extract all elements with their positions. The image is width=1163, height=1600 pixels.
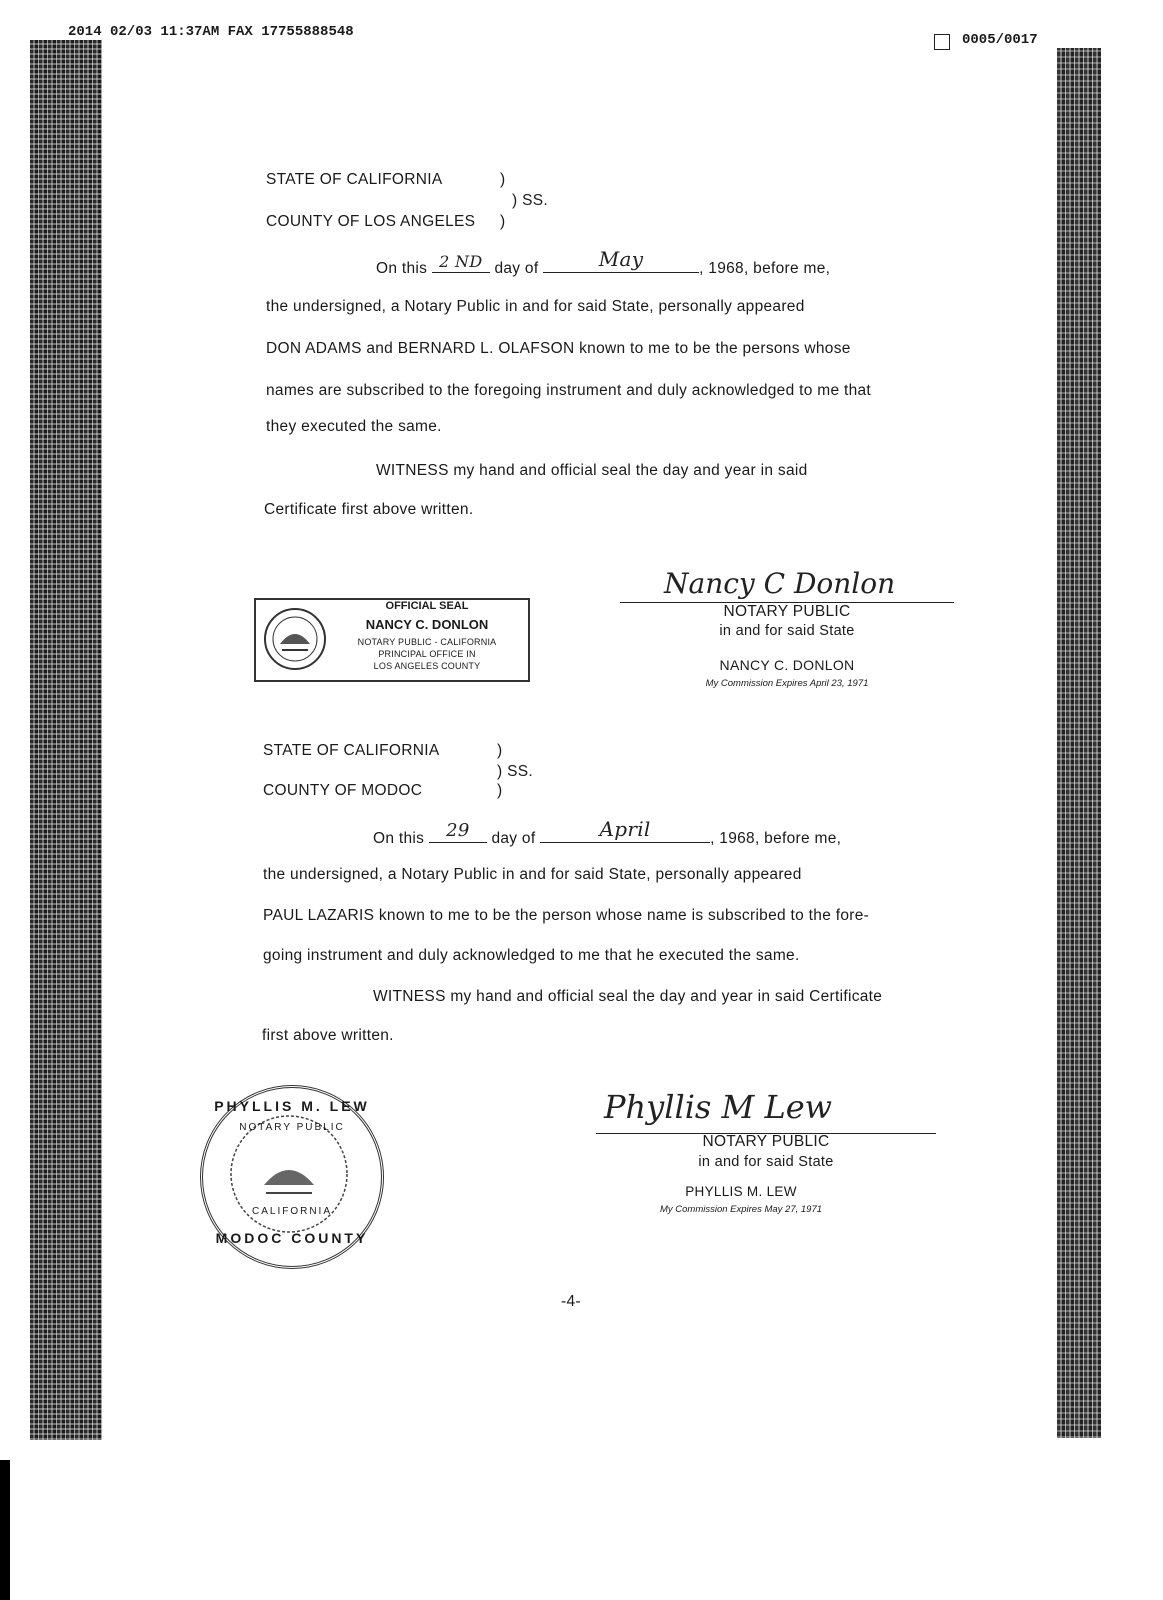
ack2-notary-label: NOTARY PUBLIC [702, 1133, 830, 1150]
ack1-on-this: On this [376, 260, 428, 277]
stamp-bottom-text: MODOC COUNTY [215, 1230, 369, 1246]
fax-header-left: 2014 02/03 11:37AM FAX 17755888548 [68, 24, 354, 40]
ack1-year: , 1968, before me, [699, 260, 831, 277]
ack1-month-value: May [598, 247, 644, 271]
ack2-in-for: in and for said State [698, 1154, 834, 1170]
seal-line-3: LOS ANGELES COUNTY [373, 661, 481, 671]
ack1-line-4: names are subscribed to the foregoing instrument and duly acknowledged to me that [266, 382, 872, 399]
ack1-printed-name: NANCY C. DONLON [719, 657, 855, 673]
ack1-paren-bottom: ) [500, 213, 506, 230]
ack1-line-5: they executed the same. [266, 418, 442, 435]
seal-emblem-icon [262, 606, 328, 672]
ack1-day-field [432, 254, 490, 273]
ack1-in-for: in and for said State [719, 623, 855, 639]
ack2-line-3: PAUL LAZARIS known to me to be the person whose name is subscribed to the fore- [263, 907, 870, 924]
seal-line-1: NOTARY PUBLIC - CALIFORNIA [357, 637, 497, 647]
stamp-top-text: PHYLLIS M. LEW [214, 1098, 370, 1114]
ack2-witness-2: first above written. [262, 1027, 394, 1044]
seal-name: NANCY C. DONLON [365, 617, 489, 632]
fax-checkbox-icon [934, 34, 950, 50]
ack2-printed-name: PHYLLIS M. LEW [685, 1184, 797, 1199]
ack2-day-field [429, 820, 487, 843]
ack2-line-2: the undersigned, a Notary Public in and for said State, personally appeared [263, 866, 802, 883]
ack1-day-value: 2 ND [439, 252, 483, 271]
scan-edge-right [1057, 48, 1101, 1438]
ack2-month-field [540, 817, 710, 843]
ack2-state: STATE OF CALIFORNIA [263, 742, 440, 759]
page-number: -4- [561, 1293, 581, 1310]
ack1-ss: ) SS. [512, 192, 548, 209]
stamp-state-text: CALIFORNIA [251, 1206, 332, 1217]
ack2-on-this: On this [373, 830, 425, 847]
ack2-line-4: going instrument and duly acknowledged to me that he executed the same. [263, 947, 800, 964]
ack1-line-3: DON ADAMS and BERNARD L. OLAFSON known to me to be the persons whose [266, 340, 851, 357]
ack2-ss: ) SS. [497, 763, 533, 780]
ack2-year: , 1968, before me, [710, 830, 842, 847]
fax-page-counter: 0005/0017 [962, 32, 1038, 48]
ack1-date-line [376, 247, 831, 278]
ack2-day-of: day of [491, 830, 536, 847]
ack2-witness-1: WITNESS my hand and official seal the day and year in said Certificate [373, 988, 883, 1005]
ack1-signature: Nancy C Donlon [664, 567, 896, 600]
ack2-day-value: 29 [446, 820, 470, 841]
scan-black-bar [0, 1460, 10, 1600]
ack1-county: COUNTY OF LOS ANGELES [266, 213, 476, 230]
ack1-day-of: day of [494, 260, 539, 277]
ack1-line-2: the undersigned, a Notary Public in and for said State, personally appeared [266, 298, 805, 315]
seal-line-2: PRINCIPAL OFFICE IN [378, 649, 476, 659]
ack2-notary-stamp [200, 1085, 384, 1269]
ack1-state: STATE OF CALIFORNIA [266, 171, 443, 188]
ack2-date-line [373, 817, 842, 848]
stamp-inner-text: NOTARY PUBLIC [239, 1122, 345, 1133]
ack1-witness-1: WITNESS my hand and official seal the day and year in said [376, 462, 808, 479]
ack2-paren-bottom: ) [497, 782, 503, 799]
ack1-notary-label: NOTARY PUBLIC [723, 603, 851, 620]
ack2-month-value: April [599, 817, 651, 841]
ack2-paren-top: ) [497, 742, 503, 759]
scan-edge-left [30, 40, 102, 1440]
ack1-official-seal [254, 598, 530, 682]
ack1-month-field [543, 247, 699, 273]
ack1-commission: My Commission Expires April 23, 1971 [705, 678, 869, 689]
ack2-commission: My Commission Expires May 27, 1971 [659, 1204, 823, 1215]
seal-title: OFFICIAL SEAL [385, 600, 469, 612]
ack2-signature: Phyllis M Lew [604, 1088, 833, 1126]
ack1-paren-top: ) [500, 171, 506, 188]
ack2-county: COUNTY OF MODOC [263, 782, 423, 799]
ack1-witness-2: Certificate first above written. [264, 501, 474, 518]
